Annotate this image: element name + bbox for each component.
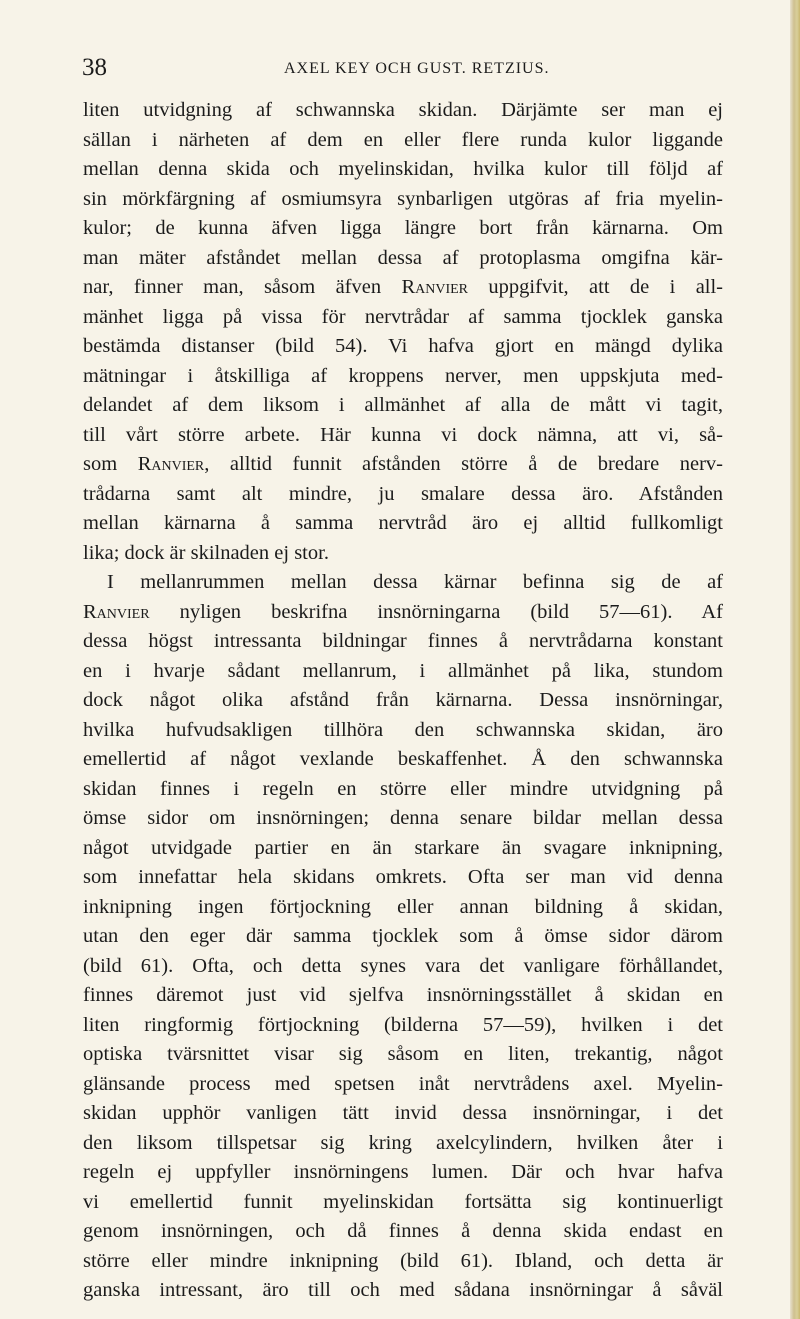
page-header <box>82 54 722 84</box>
text-line: mänhet ligga på vissa för nervtrådar af samma tjocklek ganska <box>83 305 723 328</box>
paragraph-end-line: lika; dock är skilnaden ej stor. <box>83 541 329 564</box>
text-line: vi emellertid funnit myelinskidan fortsätta sig kontinuerligt <box>83 1190 723 1213</box>
text-line: regeln ej uppfyller insnörningens lumen. Där och hvar hafva <box>83 1161 723 1183</box>
text-line: sin mörkfärgning af osmiumsyra synbarligen utgöras af fria myelin- <box>83 187 723 210</box>
text-line: (bild 61). Ofta, och detta synes vara det vanligare förhållandet, <box>83 954 723 977</box>
text-line: liten ringformig förtjockning (bilderna 57—59), hvilken i det <box>83 1013 723 1036</box>
text-line: skidan upphör vanligen tätt invid dessa insnörningar, i det <box>83 1102 723 1124</box>
text-line: dessa högst intressanta bildningar finnes å nervtrådarna konstant <box>83 630 723 652</box>
text-line: som innefattar hela skidans omkrets. Ofta ser man vid denna <box>83 866 723 888</box>
text-line: bestämda distanser (bild 54). Vi hafva gjort en mängd dylika <box>83 335 723 357</box>
text-line: till vårt större arbete. Här kunna vi dock nämna, att vi, så- <box>83 423 723 446</box>
text-line: den liksom tillspetsar sig kring axelcylindern, hvilken åter i <box>83 1131 723 1154</box>
text-line: ganska intressant, äro till och med sådana insnörningar å såväl <box>83 1279 723 1301</box>
text-line: genom insnörningen, och då finnes å denna skida endast en <box>83 1220 723 1242</box>
text-line: ömse sidor om insnörningen; denna senare bildar mellan dessa <box>83 807 723 829</box>
text-line: inknipning ingen förtjockning eller annan bildning å skidan, <box>83 895 723 918</box>
text-line: som Ranvier, alltid funnit afstånden större å de bredare nerv- <box>83 453 723 475</box>
text-line: glänsande process med spetsen inåt nervtrådens axel. Myelin- <box>83 1072 723 1095</box>
author-name: Ranvier <box>137 453 205 475</box>
text-line: man mäter afståndet mellan dessa af protoplasma omgifna kär- <box>83 246 723 269</box>
text-line: Ranvier nyligen beskrifna insnörningarna (bild 57—61). Af <box>83 600 723 623</box>
text-line: finnes däremot just vid sjelfva insnörningsstället å skidan en <box>83 984 723 1006</box>
text-line: liten utvidgning af schwannska skidan. Därjämte ser man ej <box>83 99 723 121</box>
body-text <box>83 96 723 1306</box>
text-line: större eller mindre inknipning (bild 61). Ibland, och detta är <box>83 1249 723 1272</box>
text-line: nar, finner man, såsom äfven Ranvier uppgifvit, att de i all- <box>83 276 724 298</box>
text-line: delandet af dem liksom i allmänhet af alla de mått vi tagit, <box>83 394 723 416</box>
text-line: emellertid af något vexlande beskaffenhet. Å den schwannska <box>83 748 723 770</box>
text-line: mellan kärnarna å samma nervtråd äro ej alltid fullkomligt <box>83 512 723 534</box>
text-line: mätningar i åtskilliga af kroppens nerver, men uppskjuta med- <box>83 364 723 387</box>
text-line: optiska tvärsnittet visar sig såsom en liten, trekantig, något <box>83 1043 723 1065</box>
text-line: en i hvarje sådant mellanrum, i allmänhet på lika, stundom <box>83 659 723 682</box>
text-line: skidan finnes i regeln en större eller mindre utvidgning på <box>83 777 723 800</box>
page-number: 38 <box>82 54 107 81</box>
text-line: dock något olika afstånd från kärnarna. Dessa insnörningar, <box>83 689 723 711</box>
author-name: Ranvier <box>401 276 469 298</box>
text-line: kulor; de kunna äfven ligga längre bort från kärnarna. Om <box>83 217 723 239</box>
author-name: Ranvier <box>83 600 150 623</box>
text-line: sällan i närheten af dem en eller flere runda kulor liggande <box>83 128 723 151</box>
text-line: utan den eger där samma tjocklek som å ömse sidor därom <box>83 925 723 947</box>
text-line: hvilka hufvudsakligen tillhöra den schwannska skidan, äro <box>83 718 723 741</box>
text-line: mellan denna skida och myelinskidan, hvilka kulor till följd af <box>83 158 723 180</box>
running-head: AXEL KEY OCH GUST. RETZIUS. <box>284 60 550 77</box>
paragraph-start-line: I mellanrummen mellan dessa kärnar befinna sig de af <box>107 571 723 593</box>
text-line: något utvidgade partier en än starkare än svagare inknipning, <box>83 836 723 859</box>
text-line: trådarna samt alt mindre, ju smalare dessa äro. Afstånden <box>83 482 723 505</box>
